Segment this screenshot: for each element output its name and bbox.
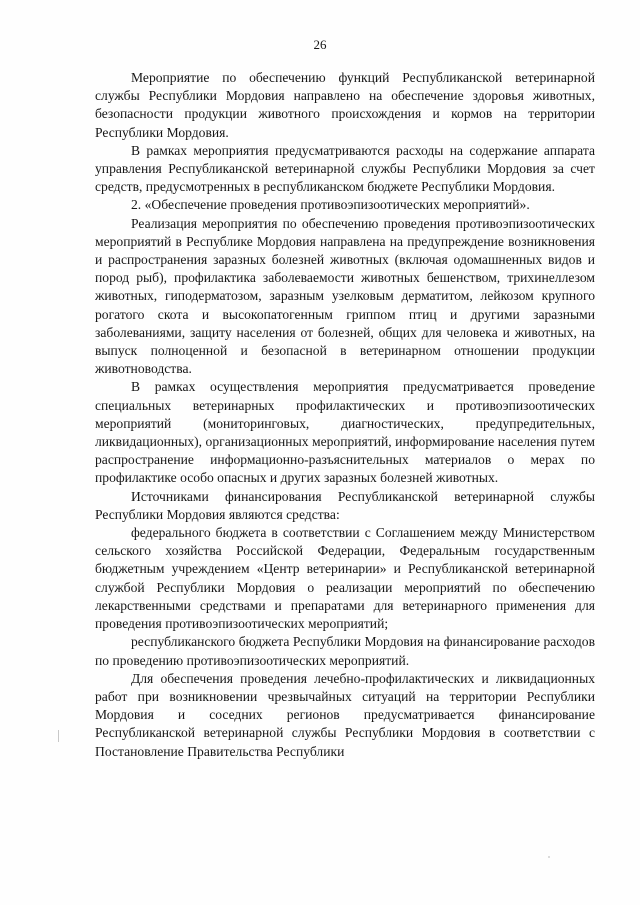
- paragraph-funding-sources: Источниками финансирования Республиканской ветеринарной службы Республики Мордовия являются средства:: [95, 488, 595, 522]
- paragraph-vet-service-purpose: Мероприятие по обеспечению функций Республиканской ветеринарной службы Республики Мордовия направлено на обеспечение здоровья животных, безопасности продукции животного происхождения и кормов на территории Республики Мордовия.: [95, 70, 595, 140]
- paragraph-federal-budget: федерального бюджета в соответствии с Соглашением между Министерством сельского хозяйства Российской Федерации, Федеральным государственным бюджетным учреждением «Центр ветеринарии» и Республиканской ветеринарной службой Республики Мордовия о реализации мероприятий по обеспечению лекарственными средствами и препаратами для ветеринарного применения для проведения противоэпизоотических мероприятий;: [95, 525, 595, 632]
- paragraph-special-measures: В рамках осуществления мероприятия предусматривается проведение специальных ветеринарных профилактических и противоэпизоотических мероприятий (мониторинговых, диагностических, предупредительных, ликвидационных), организационных мероприятий, информирование населения путем распространение информационно-разъяснительных материалов о мерах по профилактике особо опасных и других заразных болезней животных.: [95, 379, 595, 486]
- document-body: [95, 69, 595, 761]
- paragraph-measure-heading: 2. «Обеспечение проведения противоэпизоотических мероприятий».: [131, 197, 530, 213]
- paragraph-apparatus-expenses: В рамках мероприятия предусматриваются расходы на содержание аппарата управления Республиканской ветеринарной службы Республики Мордовия за счет средств, предусмотренных в республиканском бюджете Республики Мордовия.: [95, 142, 595, 195]
- paragraph-emergency-financing: Для обеспечения проведения лечебно-профилактических и ликвидационных работ при возникновении чрезвычайных ситуаций на территории Республики Мордовия и соседних регионов предусматривается финансирование Республиканской ветеринарной службы Республики Мордовия в соответствии с Постановление Правительства Республики: [95, 670, 595, 759]
- scan-margin-mark: [58, 730, 59, 742]
- page-number: 26: [313, 37, 327, 52]
- paragraph-measure-implementation: Реализация мероприятия по обеспечению проведения противоэпизоотических мероприятий в Республике Мордовия направлена на предупреждение возникновения и распространения заразных болезней животных (включая одомашненных видов и пород рыб), профилактика заболеваемости животных бешенством, трихинеллезом животных, гиподерматозом, заразным узелковым дерматитом, лейкозом крупного рогатого скота и высокопатогенным гриппом птиц и другими заразными заболеваниями, защиту населения от болезней, общих для человека и животных, на выпуск полноценной и безопасной в ветеринарном отношении продукции животноводства.: [95, 215, 595, 377]
- paragraph-republican-budget: республиканского бюджета Республики Мордовия на финансирование расходов по проведению противоэпизоотических мероприятий.: [95, 634, 595, 668]
- scan-speck: [548, 856, 550, 858]
